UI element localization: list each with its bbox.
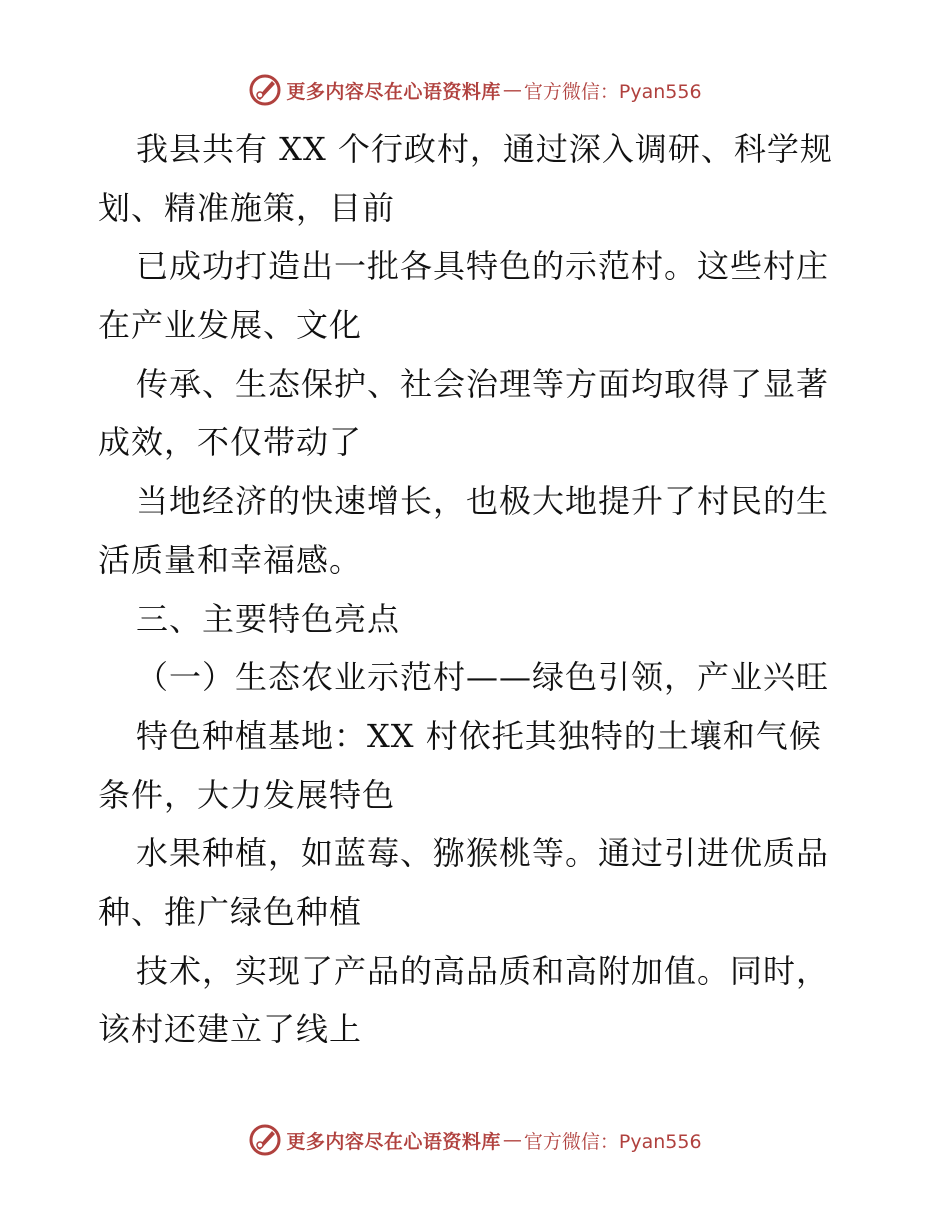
banner-dash: —: [502, 1129, 522, 1151]
footer-banner: [0, 1120, 950, 1160]
banner-title: 更多内容尽在心语资料库: [286, 80, 501, 103]
paragraph-line: 划、精准施策，目前: [98, 188, 396, 227]
logo-icon: [248, 1123, 282, 1157]
banner-wechat: 官方微信：Pyan556: [523, 80, 702, 103]
logo-icon: [248, 73, 282, 107]
paragraph-line: 传承、生态保护、社会治理等方面均取得了显著: [136, 364, 830, 403]
paragraph-line: 活质量和幸福感。: [98, 540, 363, 579]
section-heading: 三、主要特色亮点: [136, 599, 401, 638]
paragraph-line: 当地经济的快速增长，也极大地提升了村民的生: [136, 482, 830, 521]
banner-title: 更多内容尽在心语资料库: [286, 1130, 501, 1153]
paragraph-line: 技术，实现了产品的高品质和高附加值。同时，: [136, 951, 830, 990]
paragraph-line: 已成功打造出一批各具特色的示范村。这些村庄: [136, 247, 830, 286]
paragraph-line: 我县共有 XX 个行政村，通过深入调研、科学规: [136, 130, 833, 168]
paragraph-line: 水果种植，如蓝莓、猕猴桃等。通过引进优质品: [136, 834, 830, 873]
banner-dash: —: [502, 79, 522, 101]
paragraph-line: 成效，不仅带动了: [98, 423, 363, 462]
subsection-heading: （一）生态农业示范村——绿色引领，产业兴旺: [136, 658, 830, 697]
paragraph-line: 种、推广绿色种植: [98, 892, 363, 931]
paragraph-line: 特色种植基地：XX 村依托其独特的土壤和气候: [136, 716, 822, 755]
paragraph-line: 条件，大力发展特色: [98, 775, 396, 814]
header-banner: [0, 70, 950, 110]
paragraph-line: 在产业发展、文化: [98, 306, 363, 345]
paragraph-line: 该村还建立了线上: [98, 1010, 363, 1049]
banner-wechat: 官方微信：Pyan556: [523, 1130, 702, 1153]
document-body: [98, 120, 858, 1059]
